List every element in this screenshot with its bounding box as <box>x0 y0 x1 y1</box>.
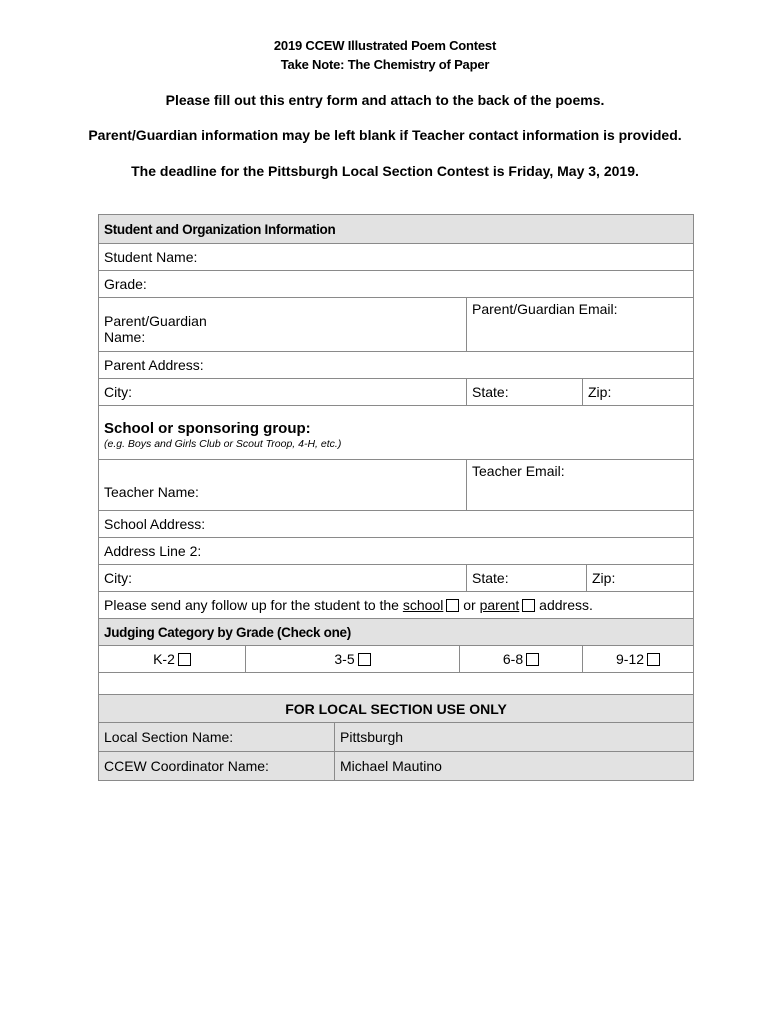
followup-school-checkbox[interactable] <box>446 599 459 612</box>
grade-label-6-8: 6-8 <box>502 651 524 667</box>
local-section-value: Pittsburgh <box>335 723 694 752</box>
blank-spacer-row <box>99 673 694 695</box>
form-subtitle: Take Note: The Chemistry of Paper <box>280 57 490 72</box>
local-section-label: Local Section Name: <box>99 723 335 752</box>
school-group-example: (e.g. Boys and Girls Club or Scout Troop, 4-H, etc.) <box>104 437 342 450</box>
grade-label-k2: K-2 <box>153 651 175 667</box>
teacher-name-field[interactable]: Teacher Name: <box>99 460 467 511</box>
school-city-field[interactable]: City: <box>99 565 467 592</box>
parent-city-field[interactable]: City: <box>99 379 467 406</box>
grade-checkbox-9-12[interactable] <box>647 653 660 666</box>
instruction-attach: Please fill out this entry form and attach to the back of the poems. <box>165 92 605 108</box>
school-zip-field[interactable]: Zip: <box>587 565 694 592</box>
parent-zip-field[interactable]: Zip: <box>583 379 694 406</box>
followup-suffix: address. <box>539 597 593 613</box>
grade-option-6-8 <box>460 646 583 673</box>
section-header-judging: Judging Category by Grade (Check one) <box>99 619 694 646</box>
parent-address-field[interactable]: Parent Address: <box>99 352 694 379</box>
coordinator-value: Michael Mautino <box>335 752 694 781</box>
grade-option-k2 <box>99 646 246 673</box>
followup-preference <box>99 592 694 619</box>
instruction-parent-optional: Parent/Guardian information may be left blank if Teacher contact information is provided. <box>88 127 682 143</box>
grade-checkbox-k2[interactable] <box>178 653 191 666</box>
grade-field[interactable]: Grade: <box>99 271 694 298</box>
parent-email-field[interactable]: Parent/Guardian Email: <box>467 298 694 352</box>
grade-label-3-5: 3-5 <box>334 651 355 667</box>
teacher-email-field[interactable]: Teacher Email: <box>467 460 694 511</box>
grade-checkbox-3-5[interactable] <box>358 653 371 666</box>
parent-name-field[interactable] <box>99 298 467 352</box>
grade-label-9-12: 9-12 <box>616 651 645 667</box>
parent-name-label-line1: Parent/Guardian <box>104 312 207 329</box>
grade-option-9-12 <box>583 646 694 673</box>
parent-state-field[interactable]: State: <box>467 379 583 406</box>
form-title: 2019 CCEW Illustrated Poem Contest <box>273 38 497 53</box>
school-state-field[interactable]: State: <box>467 565 587 592</box>
address-line2-field[interactable]: Address Line 2: <box>99 538 694 565</box>
coordinator-label: CCEW Coordinator Name: <box>99 752 335 781</box>
parent-name-label-line2: Name: <box>104 328 146 345</box>
school-group-field[interactable] <box>99 406 694 460</box>
section-header-student-org: Student and Organization Information <box>99 215 694 244</box>
followup-or: or <box>463 597 476 613</box>
instruction-deadline: The deadline for the Pittsburgh Local Section Contest is Friday, May 3, 2019. <box>131 163 639 179</box>
followup-parent-checkbox[interactable] <box>522 599 535 612</box>
grade-option-3-5 <box>246 646 460 673</box>
section-header-local-use: FOR LOCAL SECTION USE ONLY <box>99 695 694 723</box>
school-address-field[interactable]: School Address: <box>99 511 694 538</box>
entry-form-table <box>98 214 694 781</box>
student-name-field[interactable]: Student Name: <box>99 244 694 271</box>
followup-parent-label: parent <box>479 597 520 613</box>
followup-school-label: school <box>402 597 444 613</box>
followup-prefix: Please send any follow up for the student to the <box>104 597 399 613</box>
school-group-label: School or sponsoring group: <box>104 419 311 437</box>
grade-checkbox-6-8[interactable] <box>526 653 539 666</box>
